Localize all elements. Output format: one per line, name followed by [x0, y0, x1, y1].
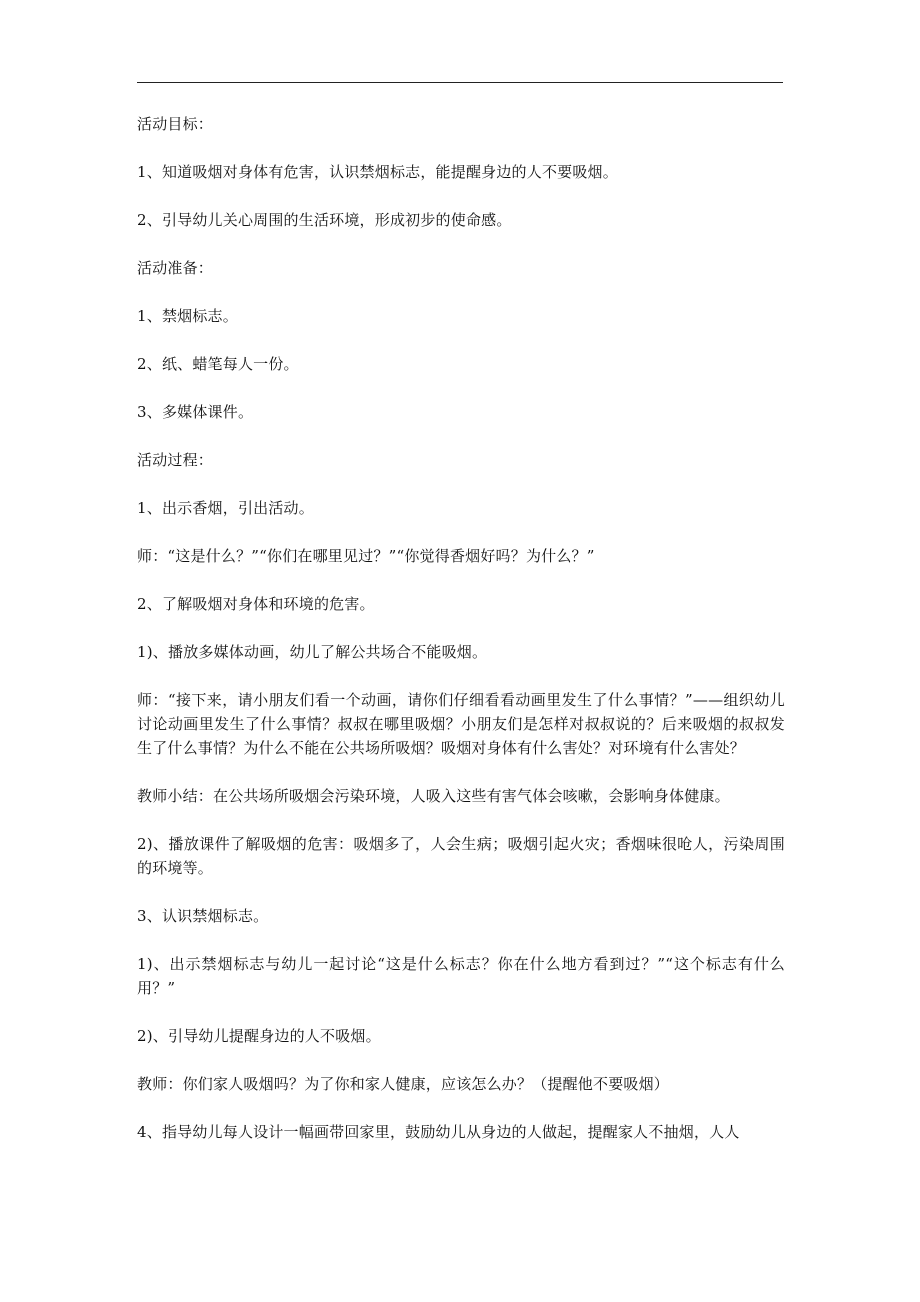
preparation-item-3: 3、多媒体课件。	[137, 403, 254, 421]
teacher-dialogue-2: 师：“接下来，请小朋友们看一个动画，请你们仔细看看动画里发生了什么事情？”——组织幼儿讨论动画里发生了什么事情？叔叔在哪里吸烟？小朋友们是怎样对叔叔说的？后来吸烟的叔叔发生了什么事情？为什么不能在公共场所吸烟？吸烟对身体有什么害处？对环境有什么害处？	[137, 691, 785, 757]
teacher-dialogue-1: 师：“这是什么？”“你们在哪里见过？”“你觉得香烟好吗？为什么？”	[137, 547, 595, 565]
goal-item-2: 2、引导幼儿关心周围的生活环境，形成初步的使命感。	[137, 211, 512, 229]
section-heading-goals: 活动目标：	[137, 115, 214, 133]
process-step-1: 1、出示香烟，引出活动。	[137, 499, 314, 517]
process-substep-3-1: 1)、出示禁烟标志与幼儿一起讨论“这是什么标志？你在什么地方看到过？”“这个标志有什么用？”	[137, 955, 785, 997]
header-rule	[137, 82, 783, 83]
preparation-item-2: 2、纸、蜡笔每人一份。	[137, 355, 299, 373]
teacher-dialogue-3: 教师：你们家人吸烟吗？为了你和家人健康，应该怎么办？（提醒他不要吸烟）	[137, 1075, 670, 1093]
process-step-2: 2、了解吸烟对身体和环境的危害。	[137, 595, 375, 613]
section-heading-process: 活动过程：	[137, 451, 214, 469]
process-step-3: 3、认识禁烟标志。	[137, 907, 269, 925]
process-substep-3-2: 2)、引导幼儿提醒身边的人不吸烟。	[137, 1027, 381, 1045]
process-step-4: 4、指导幼儿每人设计一幅画带回家里，鼓励幼儿从身边的人做起，提醒家人不抽烟，人人	[137, 1123, 740, 1141]
section-heading-preparation: 活动准备：	[137, 259, 214, 277]
teacher-summary: 教师小结：在公共场所吸烟会污染环境，人吸入这些有害气体会咳嗽，会影响身体健康。	[137, 787, 730, 805]
goal-item-1: 1、知道吸烟对身体有危害，认识禁烟标志，能提醒身边的人不要吸烟。	[137, 163, 618, 181]
process-substep-2-1: 1)、播放多媒体动画，幼儿了解公共场合不能吸烟。	[137, 643, 488, 661]
process-substep-2-2: 2)、播放课件了解吸烟的危害：吸烟多了，人会生病；吸烟引起火灾；香烟味很呛人，污染周围的环境等。	[137, 835, 785, 877]
preparation-item-1: 1、禁烟标志。	[137, 307, 238, 325]
document-body	[137, 112, 785, 1168]
